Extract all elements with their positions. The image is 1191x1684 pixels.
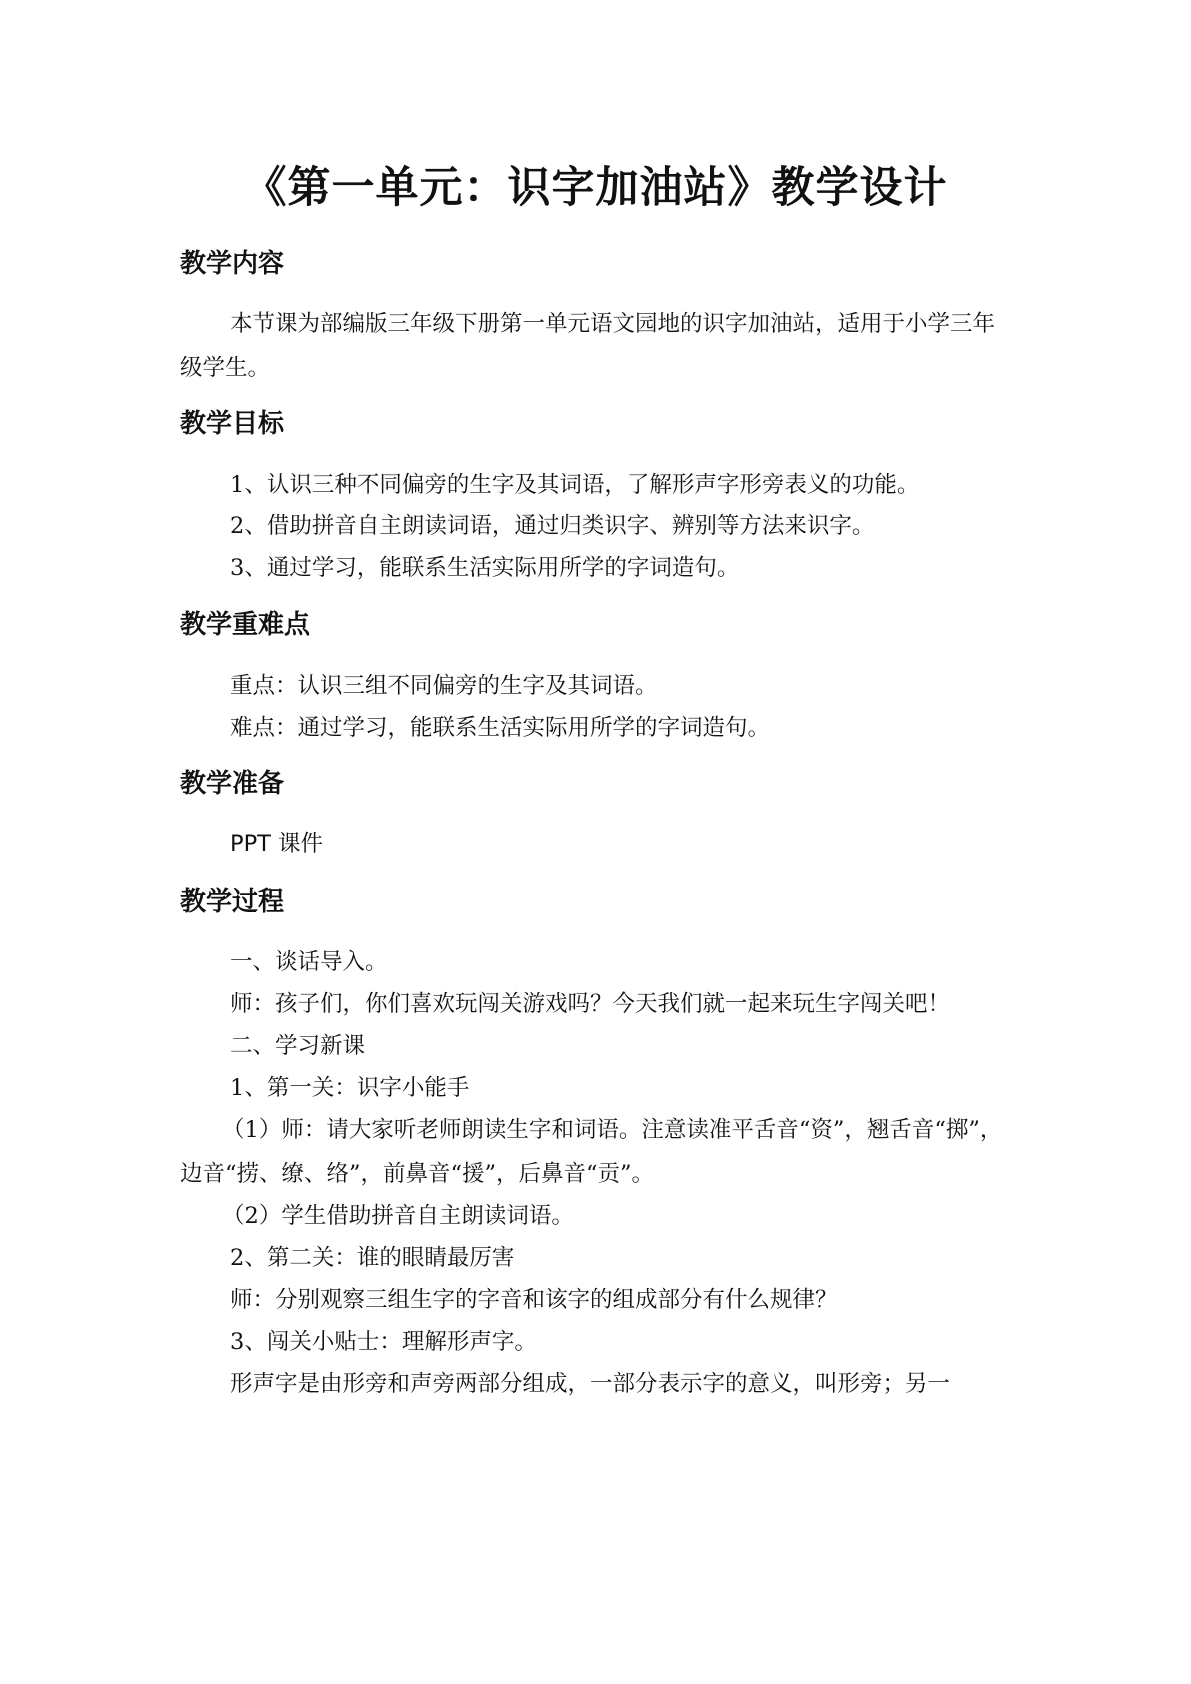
heading-key-difficulties: 教学重难点 [180,610,311,640]
goal-item: 2、借助拼音自主朗读词语，通过归类识字、辨别等方法来识字。 [230,513,875,539]
process-line: 2、第二关：谁的眼睛最厉害 [230,1245,515,1271]
teaching-content-text: 本节课为部编版三年级下册第一单元语文园地的识字加油站，适用于小学三年级学生。 [180,311,996,381]
process-line: （1）师：请大家听老师朗读生字和词语。注意读准平舌音“资”，翘舌音“掷”，边音“捞、缭、络”，前鼻音“援”，后鼻音“贡”。 [180,1117,1003,1187]
process-line: 一、谈话导入。 [230,949,388,975]
process-line: 二、学习新课 [230,1033,366,1059]
goal-item: 1、认识三种不同偏旁的生字及其词语，了解形声字形旁表义的功能。 [230,472,920,498]
heading-teaching-goals: 教学目标 [180,409,285,439]
process-line: 形声字是由形旁和声旁两部分组成，一部分表示字的意义，叫形旁；另一 [230,1371,951,1397]
page-title: 《第一单元：识字加油站》教学设计 [243,163,948,213]
process-line: 师：分别观察三组生字的字音和该字的组成部分有什么规律？ [230,1287,838,1313]
preparation-text: PPT 课件 [230,831,324,857]
goal-item: 3、通过学习，能联系生活实际用所学的字词造句。 [230,555,740,581]
heading-teaching-preparation: 教学准备 [180,769,285,799]
keypoint-item: 重点：认识三组不同偏旁的生字及其词语。 [230,673,658,699]
process-line: 师：孩子们，你们喜欢玩闯关游戏吗？今天我们就一起来玩生字闯关吧！ [230,991,951,1017]
process-line: 3、闯关小贴士：理解形声字。 [230,1329,537,1355]
process-line: （2）学生借助拼音自主朗读词语。 [222,1203,574,1229]
process-line: 1、第一关：识字小能手 [230,1075,470,1101]
keypoint-item: 难点：通过学习，能联系生活实际用所学的字词造句。 [230,715,771,741]
heading-teaching-content: 教学内容 [180,249,285,279]
heading-teaching-process: 教学过程 [180,887,285,917]
